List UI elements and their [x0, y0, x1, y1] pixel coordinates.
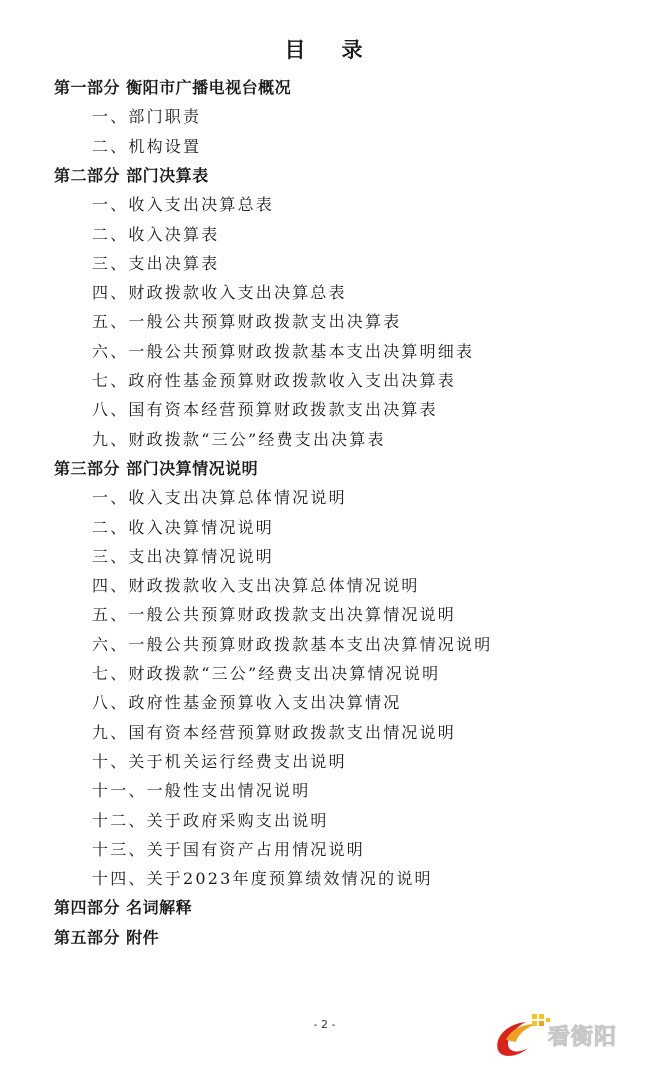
- toc-item: 六、一般公共预算财政拨款基本支出决算情况说明: [92, 634, 493, 654]
- toc-item: 一、收入支出决算总表: [92, 195, 275, 215]
- page-number: - 2 -: [313, 1018, 336, 1031]
- toc-item: 四、财政拨款收入支出决算总表: [92, 283, 347, 303]
- toc-item: 三、支出决算表: [92, 253, 220, 273]
- toc-item: 二、机构设置: [92, 136, 202, 156]
- toc-item: 九、国有资本经营预算财政拨款支出情况说明: [92, 722, 457, 742]
- toc-item: 十二、关于政府采购支出说明: [92, 810, 329, 830]
- toc-item: 一、部门职责: [92, 107, 202, 127]
- toc-item: 四、财政拨款收入支出决算总体情况说明: [92, 576, 420, 596]
- toc-item: 二、收入决算表: [92, 224, 220, 244]
- toc-part-heading: 第四部分 名词解释: [54, 898, 193, 918]
- watermark-text: 看衡阳: [548, 1025, 618, 1050]
- toc-item: 九、财政拨款“三公”经费支出决算表: [92, 429, 386, 449]
- toc-item: 十四、关于2023年度预算绩效情况的说明: [92, 869, 433, 889]
- toc-item: 十三、关于国有资产占用情况说明: [92, 839, 366, 859]
- toc-part-heading: 第五部分 附件: [54, 927, 160, 947]
- toc-item: 五、一般公共预算财政拨款支出决算表: [92, 312, 402, 332]
- toc-item: 八、政府性基金预算收入支出决算情况: [92, 693, 402, 713]
- toc-part-heading: 第二部分 部门决算表: [54, 165, 209, 185]
- toc-title-right: 录: [341, 38, 365, 62]
- toc-item: 七、政府性基金预算财政拨款收入支出决算表: [92, 371, 457, 390]
- watermark-logo: [492, 1010, 642, 1060]
- toc-item: 七、财政拨款“三公”经费支出决算情况说明: [92, 664, 441, 683]
- toc-item: 十一、一般性支出情况说明: [92, 781, 311, 801]
- toc-item: 五、一般公共预算财政拨款支出决算情况说明: [92, 605, 457, 625]
- toc-title-left: 目: [284, 38, 308, 62]
- toc-item: 八、国有资本经营预算财政拨款支出决算表: [92, 400, 438, 420]
- toc-item: 十、关于机关运行经费支出说明: [92, 751, 347, 771]
- toc-item: 二、收入决算情况说明: [92, 517, 275, 537]
- toc-item: 三、支出决算情况说明: [92, 546, 275, 566]
- toc-part-heading: 第三部分 部门决算情况说明: [54, 458, 259, 478]
- toc-item: 一、收入支出决算总体情况说明: [92, 488, 347, 508]
- toc-part-heading: 第一部分 衡阳市广播电视台概况: [54, 78, 292, 97]
- toc-title: [0, 34, 649, 64]
- kanhengyang-logo-icon: [492, 1010, 552, 1060]
- toc-item: 六、一般公共预算财政拨款基本支出决算明细表: [92, 341, 475, 361]
